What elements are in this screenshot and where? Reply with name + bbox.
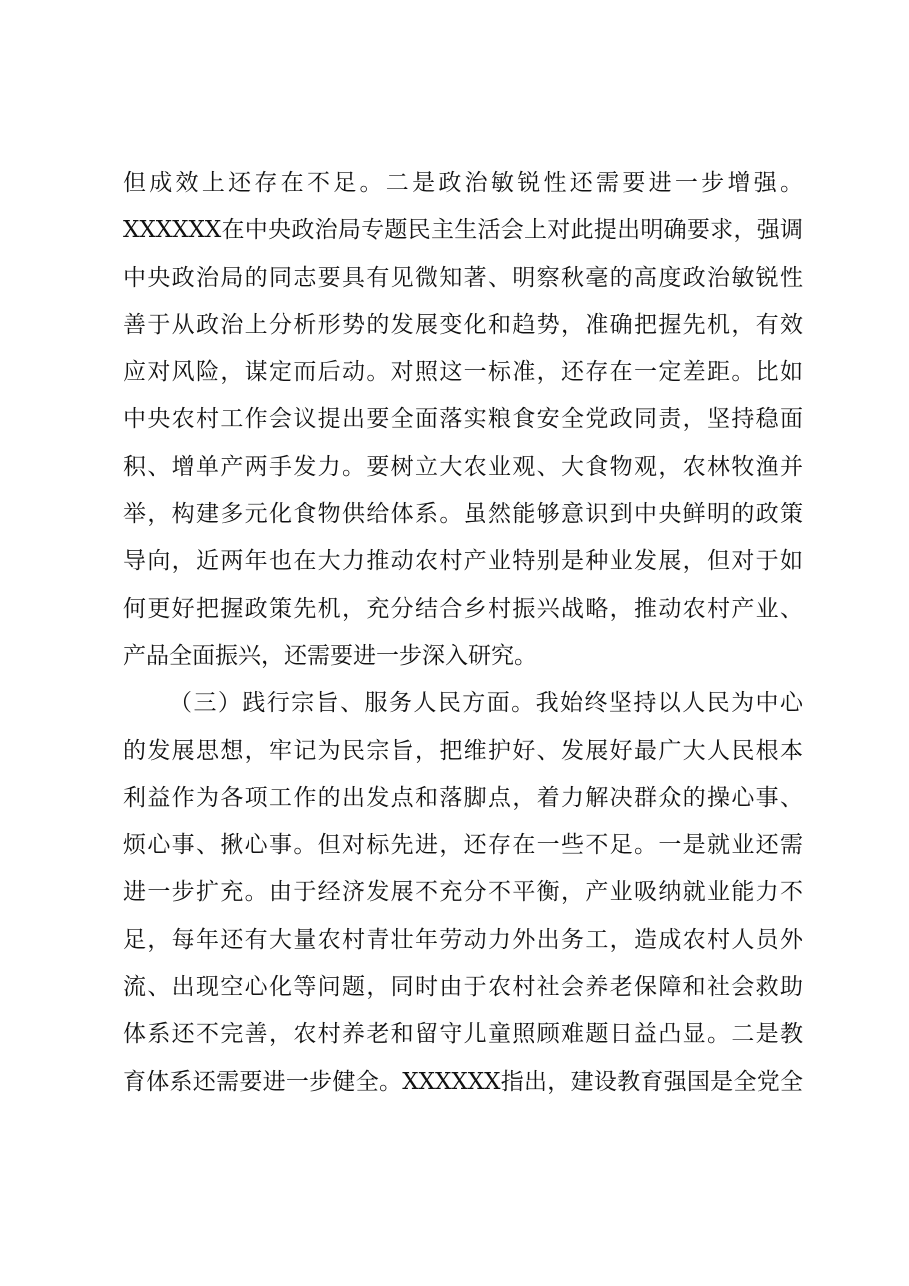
text-line: 中央政治局的同志要具有见微知著、明察秋毫的高度政治敏锐性 [123,264,803,291]
text-line: 体系还不完善，农村养老和留守儿童照顾难题日益凸显。二是教 [123,1021,803,1048]
text-line: 中央农村工作会议提出要全面落实粮食安全党政同责，坚持稳面 [123,406,803,433]
text-line: 的发展思想，牢记为民宗旨，把维护好、发展好最广大人民根本 [123,737,803,764]
text-line: 何更好把握政策先机，充分结合乡村振兴战略，推动农村产业、 [123,595,803,622]
text-line: 利益作为各项工作的出发点和落脚点，着力解决群众的操心事、 [123,784,803,811]
text-line: 善于从政治上分析形势的发展变化和趋势，准确把握先机，有效 [123,311,803,338]
text-line: XXXXXX在中央政治局专题民主生活会上对此提出明确要求，强调 [123,217,803,244]
text-line: 育体系还需要进一步健全。XXXXXX指出，建设教育强国是全党全 [123,1068,803,1095]
text-line: 应对风险，谋定而后动。对照这一标准，还存在一定差距。比如 [123,359,803,386]
body-text [123,160,803,1106]
text-line: 产品全面振兴，还需要进一步深入研究。 [123,642,537,669]
text-line: 足，每年还有大量农村青壮年劳动力外出务工，造成农村人员外 [123,926,803,953]
text-line: 举，构建多元化食物供给体系。虽然能够意识到中央鲜明的政策 [123,501,803,528]
text-line: 流、出现空心化等问题，同时由于农村社会养老保障和社会救助 [123,974,803,1001]
text-line: 但成效上还存在不足。二是政治敏锐性还需要进一步增强。 [123,170,803,196]
text-line: 导向，近两年也在大力推动农村产业特别是种业发展，但对于如 [123,548,803,575]
text-line: 进一步扩充。由于经济发展不充分不平衡，产业吸纳就业能力不 [123,879,803,906]
text-line: 积、增单产两手发力。要树立大农业观、大食物观，农林牧渔并 [123,453,803,480]
section-heading-line: （三）践行宗旨、服务人民方面。我始终坚持以人民为中心 [169,690,803,717]
text-line: 烦心事、揪心事。但对标先进，还存在一些不足。一是就业还需 [123,832,803,859]
